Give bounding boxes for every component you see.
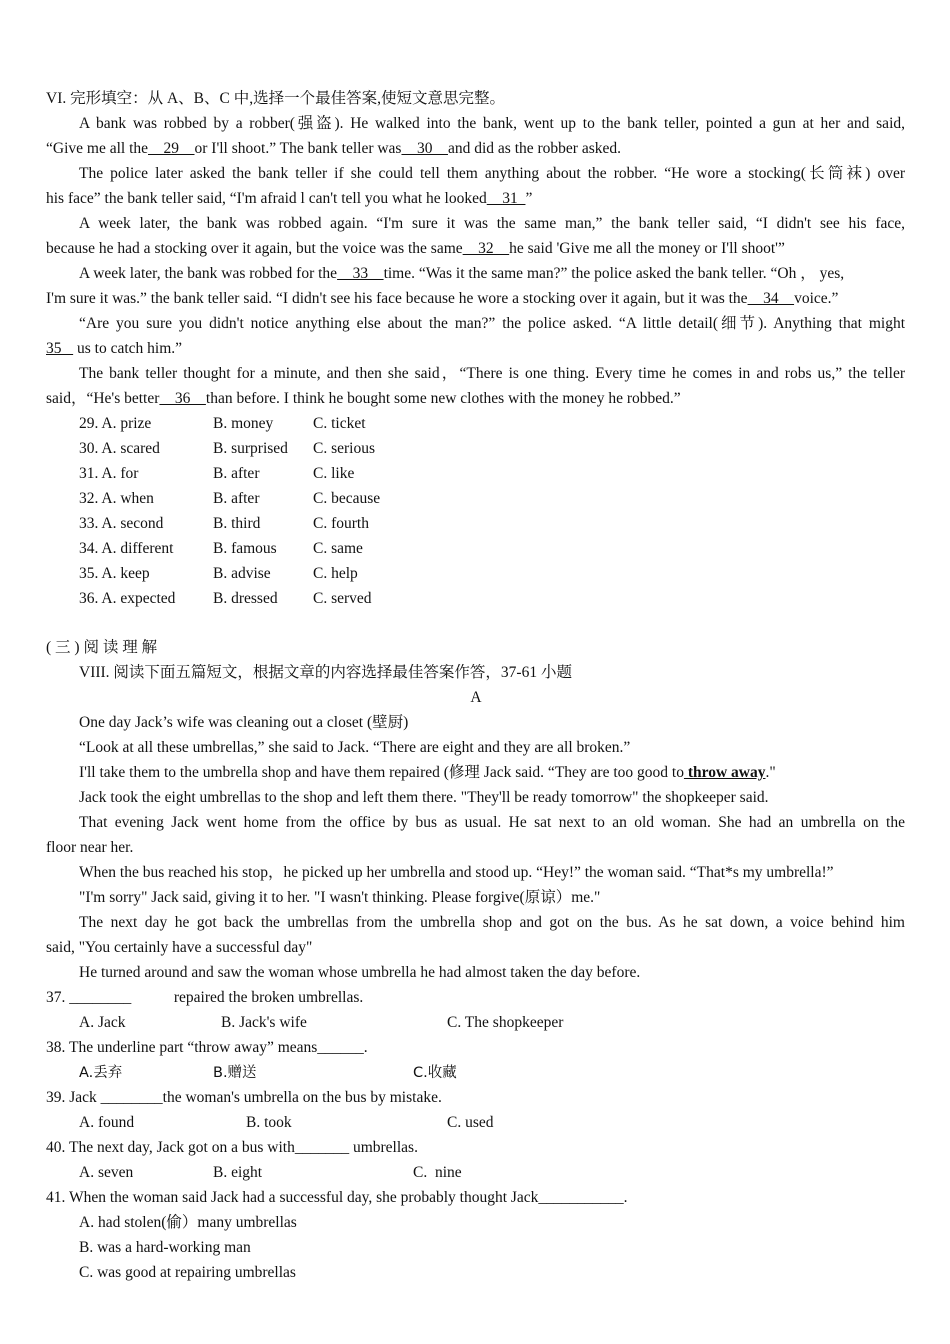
blank-36: 36: [159, 390, 206, 407]
paragraph-line: The police later asked the bank teller if she could tell them anything about the robber. “He wore a stocking(长筒袜) over: [79, 165, 905, 182]
question-38: 38. The underline part “throw away” means______.: [46, 1039, 368, 1056]
option-b: B. money: [213, 415, 274, 432]
paragraph-line: [46, 289, 906, 309]
paragraph-line: The next day he got back the umbrellas from the umbrella shop and got on the bus. As he sat down, a voice behind him: [79, 914, 905, 931]
text-run: A week later, the bank was robbed for the: [79, 265, 338, 282]
option-a: A. had stolen(偷）many umbrellas: [79, 1214, 297, 1231]
paragraph-line: “Are you sure you didn't notice anything else about the man?” the police asked. “A little detail(细节). Anything that might: [79, 315, 905, 332]
option-b: B. was a hard-working man: [79, 1239, 251, 1256]
paragraph-line: The bank teller thought for a minute, and then she said，“There is one thing. Every time he comes in and robs us,” the teller: [79, 365, 905, 382]
paragraph-line: said, "You certainly have a successful day": [46, 939, 313, 956]
paragraph-line: [46, 339, 906, 359]
section-heading: ( 三 ) 阅 读 理 解: [46, 639, 158, 656]
option-c: C. help: [313, 565, 358, 582]
paragraph-line: [79, 264, 905, 284]
blank-34: 34: [747, 290, 795, 307]
option-c: C. was good at repairing umbrellas: [79, 1264, 296, 1281]
option-c: C. because: [313, 490, 381, 507]
paragraph-line: When the bus reached his stop，he picked up her umbrella and stood up. “Hey!” the woman said. “That*s my umbrella!”: [79, 864, 834, 881]
text-run: than before. I think he bought some new clothes with the money he robbed.”: [205, 390, 681, 407]
paragraph-line: That evening Jack went home from the office by bus as usual. He sat next to an old woman. She had an umbrella on the: [79, 814, 905, 831]
option-a: A.丢弃: [79, 1065, 123, 1081]
option-c: C. fourth: [313, 515, 369, 532]
paragraph-line: One day Jack’s wife was cleaning out a closet (壁厨): [79, 714, 409, 731]
text-run: his face” the bank teller said, “I'm afraid l can't tell you what he looked: [46, 190, 487, 207]
option-a: 34. A. different: [79, 540, 174, 557]
text-run: or I'll shoot.” The bank teller was: [194, 140, 402, 157]
option-a: A. found: [79, 1114, 135, 1131]
option-a: 29. A. prize: [79, 415, 152, 432]
text-run: us to catch him.”: [73, 340, 183, 357]
option-b: B. took: [246, 1114, 292, 1131]
option-c: C. used: [447, 1114, 494, 1131]
option-c: C. nine: [413, 1164, 462, 1181]
blank-29: 29: [148, 140, 195, 157]
option-a: A. seven: [79, 1164, 134, 1181]
text-run: because he had a stocking over it again, but the voice was the same: [46, 240, 463, 257]
blank-31: 31: [486, 190, 526, 207]
text-run: “Give me all the: [46, 140, 148, 157]
option-b: B. after: [213, 465, 260, 482]
paragraph-line: [46, 139, 906, 159]
option-b: B. advise: [213, 565, 271, 582]
paragraph-line: Jack took the eight umbrellas to the shop and left them there. "They'll be ready tomorrow" the shopkeeper said.: [79, 789, 769, 806]
option-a: 36. A. expected: [79, 590, 176, 607]
section-subheading: VIII. 阅读下面五篇短文，根据文章的内容选择最佳答案作答，37-61 小题: [79, 664, 572, 681]
blank-33: 33: [337, 265, 384, 282]
question-40: 40. The next day, Jack got on a bus with_______ umbrellas.: [46, 1139, 418, 1156]
option-b: B. dressed: [213, 590, 278, 607]
paragraph-line: "I'm sorry" Jack said, giving it to her. "I wasn't thinking. Please forgive(原谅）me.": [79, 889, 601, 906]
option-a: 35. A. keep: [79, 565, 150, 582]
option-a: A. Jack: [79, 1014, 126, 1031]
option-a: 30. A. scared: [79, 440, 160, 457]
text-run: voice.”: [794, 290, 839, 307]
paragraph-line: He turned around and saw the woman whose umbrella he had almost taken the day before.: [79, 964, 641, 981]
option-c: C. served: [313, 590, 372, 607]
passage-label: A: [470, 689, 482, 706]
text-run: I'm sure it was.” the bank teller said. “I didn't see his face because he wore a stocking over it again, but it was the: [46, 290, 748, 307]
option-a: 33. A. second: [79, 515, 164, 532]
blank-35: 35: [46, 340, 74, 357]
question-41: 41. When the woman said Jack had a successful day, she probably thought Jack___________.: [46, 1189, 628, 1206]
option-a: 31. A. for: [79, 465, 139, 482]
blank-32: 32: [462, 240, 510, 257]
paragraph-line: “Look at all these umbrellas,” she said to Jack. “There are eight and they are all broken.”: [79, 739, 631, 756]
text-run: I'll take them to the umbrella shop and have them repaired (修理 Jack said. “They are too good to: [79, 764, 684, 781]
underlined-phrase: throw away: [683, 764, 766, 781]
blank-30: 30: [401, 140, 448, 157]
text-run: time. “Was it the same man?” the police asked the bank teller. “Oh ， yes,: [383, 265, 845, 282]
option-b: B. eight: [213, 1164, 263, 1181]
option-c: C. serious: [313, 440, 375, 457]
question-39: 39. Jack ________the woman's umbrella on the bus by mistake.: [46, 1089, 442, 1106]
option-a: 32. A. when: [79, 490, 154, 507]
paragraph-line: A week later, the bank was robbed again. “I'm sure it was the same man,” the bank teller said, “I didn't see his face,: [79, 215, 905, 232]
text-run: he said 'Give me all the money or I'll shoot'”: [509, 240, 785, 257]
text-run: ”: [525, 190, 533, 207]
paragraph-line: floor near her.: [46, 839, 134, 856]
text-run: said，“He's better: [46, 390, 160, 407]
section-heading: VI. 完形填空：从 A、B、C 中,选择一个最佳答案,使短文意思完整。: [46, 90, 505, 107]
paragraph-line: A bank was robbed by a robber(强盗). He walked into the bank, went up to the bank teller, pointed a gun at her and said,: [79, 115, 905, 132]
option-b: B. famous: [213, 540, 277, 557]
text-run: .": [765, 764, 776, 781]
option-c: C. same: [313, 540, 363, 557]
option-b: B. after: [213, 490, 260, 507]
paragraph-line: [46, 239, 906, 259]
option-c: C.收藏: [413, 1065, 457, 1081]
option-b: B.赠送: [213, 1065, 257, 1081]
paragraph-line: [46, 189, 906, 209]
option-c: C. The shopkeeper: [447, 1014, 564, 1031]
option-c: C. ticket: [313, 415, 366, 432]
paragraph-line: [79, 763, 905, 783]
question-37: 37. ________ repaired the broken umbrellas.: [46, 989, 364, 1006]
paragraph-line: [46, 389, 906, 409]
option-b: B. third: [213, 515, 261, 532]
option-b: B. surprised: [213, 440, 288, 457]
text-run: and did as the robber asked.: [447, 140, 621, 157]
option-c: C. like: [313, 465, 355, 482]
option-b: B. Jack's wife: [221, 1014, 307, 1031]
